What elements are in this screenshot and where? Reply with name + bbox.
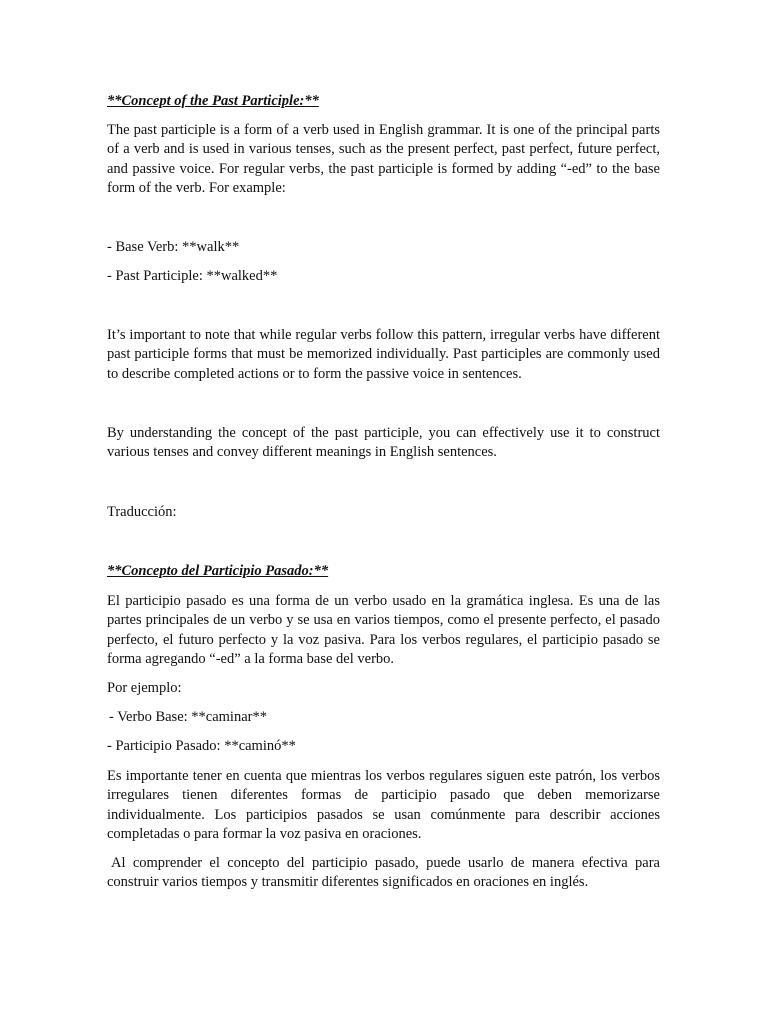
spanish-note-paragraph: Es importante tener en cuenta que mientras los verbos regulares siguen este patrón, los verbos irregulares tienen diferentes formas de participio pasado que deben memorizarse individualmente. Los participios pasados se usan comúnmente para describir acciones completadas o para formar la voz pasiva en oraciones. bbox=[107, 768, 660, 843]
english-intro-paragraph: The past participle is a form of a verb used in English grammar. It is one of the principal parts of a verb and is used in various tenses, such as the present perfect, past perfect, future perfect, and passive voice. For regular verbs, the past participle is formed by adding “-ed” to the base form of the verb. For example: bbox=[107, 122, 660, 197]
english-heading: **Concept of the Past Participle:** bbox=[107, 93, 319, 109]
spanish-base-verb: - Verbo Base: **caminar** bbox=[109, 709, 267, 725]
spanish-conclusion-paragraph: Al comprender el concepto del participio pasado, puede usarlo de manera efectiva para construir varios tiempos y transmitir diferentes significados en oraciones en inglés. bbox=[107, 855, 660, 891]
english-conclusion-paragraph: By understanding the concept of the past participle, you can effectively use it to construct various tenses and convey different meanings in English sentences. bbox=[107, 425, 660, 461]
english-past-participle: - Past Participle: **walked** bbox=[107, 268, 278, 284]
spanish-example-label: Por ejemplo: bbox=[107, 680, 182, 696]
english-base-verb: - Base Verb: **walk** bbox=[107, 239, 240, 255]
spanish-intro-paragraph: El participio pasado es una forma de un verbo usado en la gramática inglesa. Es una de las partes principales de un verbo y se usa en varios tiempos, como el presente perfecto, el pasado perfecto, el futuro perfecto y la voz pasiva. Para los verbos regulares, el participio pasado se forma agregando “-ed” a la forma base del verbo. bbox=[107, 593, 660, 668]
spanish-past-participle: - Participio Pasado: **caminó** bbox=[107, 738, 296, 754]
english-note-paragraph: It’s important to note that while regular verbs follow this pattern, irregular verbs have different past participle forms that must be memorized individually. Past participles are commonly used to describe completed actions or to form the passive voice in sentences. bbox=[107, 327, 660, 382]
translation-label: Traducción: bbox=[107, 504, 177, 520]
spanish-heading: **Concepto del Participio Pasado:** bbox=[107, 563, 329, 579]
